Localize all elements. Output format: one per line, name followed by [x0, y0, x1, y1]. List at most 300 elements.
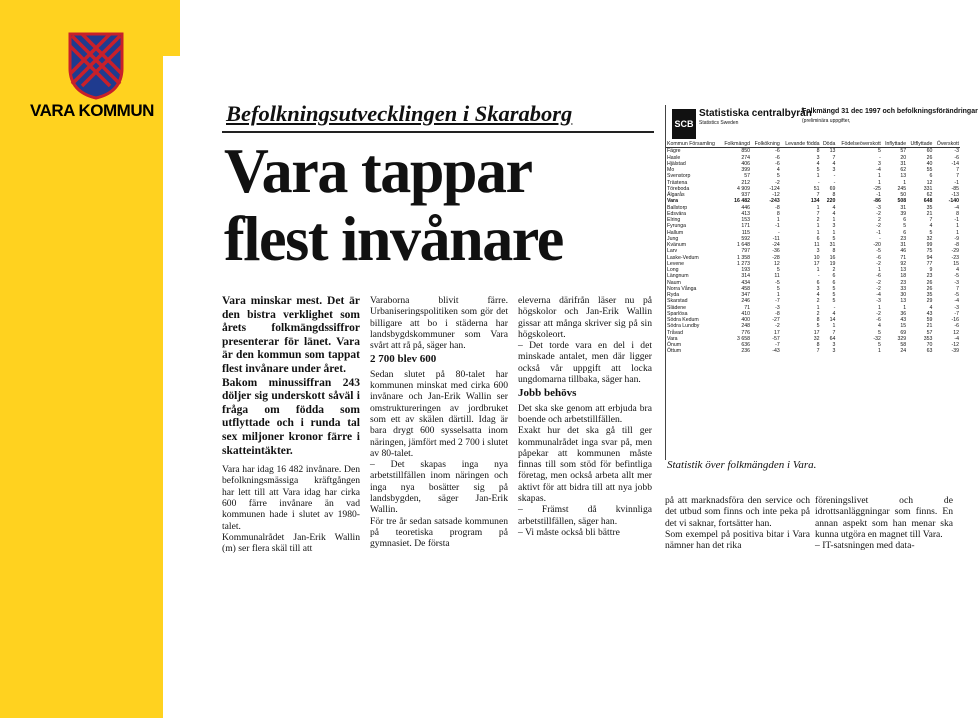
table-cell: 62: [900, 167, 907, 173]
table-cell: 5: [832, 298, 836, 305]
table-header-row: [666, 141, 960, 148]
table-cell: 7: [816, 210, 820, 217]
table-cell: 43: [926, 310, 933, 317]
article-paragraph: – Vi måste också bli bättre: [518, 526, 620, 538]
table-cell: -4: [954, 204, 959, 211]
table-cell: 212: [741, 179, 751, 186]
table-cell: -25: [873, 185, 881, 192]
table-cell: 399: [741, 167, 751, 173]
table-cell: 31: [829, 242, 836, 248]
table-cell: 1: [832, 217, 836, 223]
table-cell: 59: [926, 317, 933, 323]
table-cell: 1: [903, 179, 907, 186]
scb-org-name: Statistiska centralbyrån: [699, 108, 812, 119]
table-cell: 937: [741, 192, 751, 198]
table-cell: 8: [776, 210, 780, 217]
table-cell: 5: [903, 223, 907, 230]
table-cell: 16 482: [734, 198, 751, 205]
table-cell: 23: [900, 235, 907, 242]
table-cell: 18: [900, 273, 907, 280]
table-cell: -: [777, 229, 780, 236]
table-cell: 8: [816, 342, 820, 348]
table-cell: 220: [826, 198, 836, 205]
table-cell: Ryda: [667, 292, 680, 298]
table-cell: 329: [897, 335, 907, 342]
table-cell: -11: [772, 235, 780, 242]
table-cell: 245: [897, 185, 907, 192]
table-cell: 1: [877, 304, 881, 311]
table-cell: -: [833, 304, 836, 311]
table-cell: 1: [956, 223, 959, 230]
table-cell: Norra Vånga: [667, 285, 697, 292]
table-cell: -3: [954, 148, 959, 155]
table-cell: 8: [832, 248, 836, 255]
table-cell: 32: [926, 235, 933, 242]
table-cell: 19: [829, 260, 836, 267]
table-cell: 331: [923, 185, 933, 192]
table-cell: Hallum: [667, 229, 684, 236]
headline-line-2: flest invånare: [224, 203, 563, 274]
table-cell: 5: [776, 173, 780, 180]
table-cell: 5: [877, 342, 881, 348]
table-cell: 23: [900, 279, 907, 286]
table-cell: 4: [929, 304, 933, 311]
table-cell: 5: [776, 285, 780, 292]
article-lead: Vara minskar mest. Det är den bistra verklighet som årets folkmängdssiffror presenterar för länet. Vara är den kommun som tappat flest invånare under året.: [222, 295, 360, 375]
table-cell: 17: [773, 329, 780, 336]
table-cell: -: [817, 179, 820, 186]
table-cell: 4: [929, 223, 933, 230]
table-cell: 43: [900, 317, 907, 323]
article-paragraph: Vara har idag 16 482 invånare. Den befolkningsmässiga kräftgången har lett till att Vara idag har cirka 600 färre invånare än vad kommunen hade i slutet av 1980-talet.: [222, 464, 360, 532]
table-cell: 8: [956, 210, 959, 217]
table-cell: Fägre: [667, 148, 681, 155]
table-cell: 99: [926, 242, 933, 248]
table-cell: 77: [926, 260, 933, 267]
table-cell: 3: [816, 248, 820, 255]
table-cell: 9: [929, 267, 933, 273]
table-cell: -85: [951, 185, 959, 192]
brand-name: VARA KOMMUN: [30, 101, 154, 120]
table-cell: 46: [900, 248, 907, 255]
article-kicker: Befolkningsutvecklingen i Skaraborg: [226, 101, 573, 126]
scb-org-sub: Statistics Sweden: [699, 120, 739, 126]
table-cell: 60: [926, 148, 933, 155]
table-cell: 1: [776, 217, 780, 223]
table-cell: 353: [923, 335, 933, 342]
table-cell: 115: [741, 229, 751, 236]
table-cell: -7: [775, 298, 780, 305]
table-cell: 6: [832, 273, 836, 280]
table-cell: 15: [900, 323, 907, 330]
article-paragraph: eleverna därifrån läser nu på högskolor och Jan-Erik Wallin gissar att många skriver sig på sin högskoleort.: [518, 295, 652, 340]
table-cell: -2: [876, 210, 881, 217]
table-body: [666, 148, 960, 355]
table-cell: 31: [900, 204, 907, 211]
table-cell: 39: [900, 210, 907, 217]
table-cell: 4: [877, 323, 881, 330]
table-cell: Skarstad: [667, 298, 688, 305]
article-lead-2: Bakom minussiffran 243 döljer sig underskott såväl i fråga om födda som utflyttade och i runda tal sex miljoner kronor färre i skatteintäkter.: [222, 376, 360, 457]
table-cell: -1: [876, 229, 881, 236]
article-paragraph: Sedan slutet på 80-talet har kommunen minskat med cirka 600 invånare och Jan-Erik Wallin ser omstruktureringen av jordbruket som ett av skälen därtill. Idag är bara drygt 600 sysselsatta inom näringen, jämfört med 2 700 i slutet av 80-talet.: [370, 368, 508, 459]
table-cell: Levene: [667, 260, 685, 267]
article-column-2: [370, 295, 508, 550]
table-cell: -4: [954, 335, 959, 342]
table-cell: 13: [829, 148, 836, 155]
table-cell: -12: [951, 342, 959, 348]
table-cell: 347: [741, 292, 751, 298]
table-cell: 1: [877, 173, 881, 180]
table-cell: -9: [954, 235, 959, 242]
table-cell: 2: [816, 298, 820, 305]
table-cell: 5: [832, 292, 836, 298]
table-cell: Naum: [667, 279, 681, 286]
table-cell: 5: [832, 285, 836, 292]
table-cell: -6: [775, 148, 780, 155]
table-cell: 13: [900, 267, 907, 273]
table-cell: -3: [954, 304, 959, 311]
table-cell: 4: [816, 160, 820, 167]
table-cell: Tråvad: [667, 329, 683, 336]
table-cell: -57: [772, 335, 780, 342]
table-cell: 64: [829, 335, 836, 342]
table-caption: Statistik över folkmängden i Vara.: [667, 459, 817, 471]
table-cell: 71: [744, 304, 751, 311]
table-cell: -6: [876, 254, 881, 261]
table-cell: 8: [816, 148, 820, 155]
table-cell: -3: [876, 204, 881, 211]
table-cell: 1 273: [737, 260, 751, 267]
table-cell: -: [833, 179, 836, 186]
article-subheading: 2 700 blev 600: [370, 353, 437, 366]
article-paragraph: på att marknadsföra den service och det utbud som finns och inte peka på det vi saknar, fortsätter han.: [665, 495, 810, 529]
table-cell: 26: [926, 154, 933, 161]
table-cell: 2: [832, 267, 836, 273]
table-cell: -32: [873, 335, 881, 342]
table-cell: Vara: [667, 335, 678, 342]
table-cell: Slädene: [667, 304, 687, 311]
table-cell: -7: [954, 310, 959, 317]
table-cell: -: [833, 173, 836, 180]
article-paragraph: – Det torde vara en del i det minskade antalet, men där ligger också vår uppgift att locka ungdomarna tillbaka, säger han.: [518, 340, 652, 386]
table-cell: 776: [741, 329, 751, 336]
table-cell: Elring: [667, 217, 681, 223]
table-cell: -2: [775, 323, 780, 330]
table-cell: 21: [926, 323, 933, 330]
table-cell: 4: [832, 204, 836, 211]
table-header-cell: Kommun Församling: [666, 141, 721, 148]
table-cell: 3: [832, 348, 836, 355]
table-cell: 94: [926, 254, 933, 261]
table-cell: 236: [741, 348, 751, 355]
table-cell: 62: [926, 192, 933, 198]
table-cell: 3 658: [737, 335, 751, 342]
table-cell: 7: [956, 285, 959, 292]
table-cell: 26: [926, 285, 933, 292]
table-cell: -4: [876, 167, 881, 173]
table-cell: 7: [832, 154, 836, 161]
table-cell: -5: [876, 248, 881, 255]
table-cell: 446: [741, 204, 751, 211]
table-cell: -2: [876, 223, 881, 230]
table-cell: 7: [929, 217, 933, 223]
table-cell: 1: [816, 204, 820, 211]
table-cell: 1: [877, 179, 881, 186]
table-cell: -1: [954, 217, 959, 223]
table-cell: -12: [772, 192, 780, 198]
article-headline: [224, 137, 563, 273]
table-row: [666, 148, 960, 155]
table-cell: -2: [775, 179, 780, 186]
table-cell: -6: [954, 154, 959, 161]
table-cell: Trästena: [667, 179, 688, 186]
table-cell: -2: [876, 260, 881, 267]
table-cell: 7: [816, 348, 820, 355]
table-cell: 413: [741, 210, 751, 217]
table-cell: Vara: [667, 198, 678, 205]
table-header-cell: Döda: [821, 141, 837, 148]
table-cell: 31: [900, 242, 907, 248]
table-cell: -4: [876, 292, 881, 298]
table-cell: 12: [926, 179, 933, 186]
table-cell: -2: [876, 285, 881, 292]
table-cell: 24: [900, 348, 907, 355]
table-header-cell: Levande födda: [781, 141, 821, 148]
table-header-cell: Folkökning: [751, 141, 781, 148]
table-cell: 248: [741, 323, 751, 330]
table-cell: 6: [816, 235, 820, 242]
table-cell: Mo: [667, 167, 675, 173]
table-cell: 4: [832, 210, 836, 217]
table-cell: 35: [926, 292, 933, 298]
table-cell: 3: [877, 160, 881, 167]
table-cell: 5: [877, 329, 881, 336]
table-cell: 36: [900, 310, 907, 317]
table-cell: 92: [900, 260, 907, 267]
table-cell: 400: [741, 317, 751, 323]
table-cell: 51: [813, 185, 820, 192]
article-paragraph: Som exempel på positiva bitar i Vara nämner han det rika: [665, 528, 810, 552]
table-cell: 410: [741, 310, 751, 317]
table-cell: -1: [775, 223, 780, 230]
kicker-rule: [222, 131, 654, 133]
table-cell: 5: [816, 323, 820, 330]
table-cell: -39: [951, 348, 959, 355]
table-cell: -28: [772, 254, 780, 261]
table-cell: 4: [832, 160, 836, 167]
table-header-cell: Födelseöverskott: [836, 141, 882, 148]
table-cell: 1: [816, 229, 820, 236]
table-header-cell: Folkmängd: [721, 141, 751, 148]
table-cell: 17: [813, 260, 820, 267]
newspaper-clipping: [210, 95, 978, 585]
table-cell: Södra Kedum: [667, 317, 699, 323]
table-cell: Ballstorp: [667, 204, 688, 211]
table-cell: 6: [816, 279, 820, 286]
table-cell: -13: [951, 192, 959, 198]
table-cell: 5: [832, 235, 836, 242]
table-cell: Hasle: [667, 154, 681, 161]
table-cell: 58: [900, 342, 907, 348]
scb-logo: SCB: [672, 109, 696, 139]
headline-line-1: Vara tappar: [224, 135, 532, 206]
table-cell: -140: [948, 198, 959, 205]
table-cell: 193: [741, 267, 751, 273]
table-cell: 1: [776, 292, 780, 298]
article-paragraph: Kommunalrådet Jan-Erik Wallin (m) ser flera skäl till att: [222, 531, 360, 555]
table-cell: 1: [956, 229, 959, 236]
table-cell: Long: [667, 267, 679, 273]
table-cell: 1 358: [737, 254, 751, 261]
article-paragraph: – Främst då kvinnliga arbetstillfällen, säger han.: [518, 504, 652, 527]
article-paragraph: Varaborna blivit färre. Urbaniseringspolitiken som gör det billigare att bo i städerna har landsbygdskommuner som Vara svårt att rå på, säger han.: [370, 295, 508, 352]
table-cell: -3: [775, 304, 780, 311]
table-cell: 12: [773, 260, 780, 267]
table-cell: Öttum: [667, 348, 682, 355]
table-cell: 13: [900, 298, 907, 305]
table-cell: 40: [926, 160, 933, 167]
table-cell: 7: [832, 329, 836, 336]
table-cell: Laske-Vedum: [667, 254, 699, 261]
table-cell: 12: [953, 329, 959, 336]
table-cell: -: [879, 154, 881, 161]
table-cell: -8: [775, 204, 780, 211]
table-cell: -6: [775, 154, 780, 161]
table-cell: 2: [816, 217, 820, 223]
table-cell: -6: [954, 323, 959, 330]
table-cell: -: [817, 273, 820, 280]
table-cell: 31: [900, 160, 907, 167]
table-cell: 10: [813, 254, 820, 261]
table-cell: 35: [926, 204, 933, 211]
table-cell: 508: [897, 198, 907, 205]
table-cell: 57: [926, 329, 933, 336]
table-header-cell: Inflyttade: [882, 141, 907, 148]
table-cell: 55: [926, 167, 933, 173]
table-cell: 850: [741, 148, 751, 155]
table-cell: -: [879, 235, 881, 242]
table-cell: 2: [877, 217, 881, 223]
table-cell: 314: [741, 273, 751, 280]
article-paragraph: Exakt hur det ska gå till ger kommunalrådet inga svar på, men påpekar att kommunen måste finnas till som stöd för befintliga företag, men också arbeta allt mer aktivt för att bidra till att nya jobb skapas.: [518, 425, 652, 505]
table-cell: 57: [744, 173, 751, 180]
table-cell: 4: [956, 267, 959, 273]
table-cell: 5: [929, 229, 933, 236]
table-cell: -5: [775, 279, 780, 286]
article-paragraph: – IT-satsningen med data-: [815, 540, 915, 552]
stats-title-sub: (preliminära uppgifter,: [802, 118, 851, 124]
table-cell: 71: [900, 254, 907, 261]
table-cell: 57: [900, 148, 907, 155]
table-cell: 3: [816, 285, 820, 292]
table-cell: 16: [829, 254, 836, 261]
table-cell: 7: [956, 173, 959, 180]
table-cell: -2: [876, 279, 881, 286]
table-cell: -36: [772, 248, 780, 255]
table-cell: Töreboda: [667, 185, 690, 192]
table-cell: 14: [829, 317, 836, 323]
table-cell: -2: [876, 310, 881, 317]
article-paragraph: För tre år sedan satsade kommunen på teoretiska program på gymnasiet. De första: [370, 515, 508, 550]
table-cell: 3: [832, 167, 836, 173]
table-cell: 458: [741, 285, 751, 292]
table-cell: Larv: [667, 248, 678, 255]
table-cell: Kvänum: [667, 242, 687, 248]
table-cell: 4: [832, 310, 836, 317]
table-cell: 1: [816, 304, 820, 311]
table-cell: -3: [954, 279, 959, 286]
table-cell: 1: [832, 323, 836, 330]
table-cell: 1 648: [737, 242, 751, 248]
table-cell: 797: [741, 248, 751, 255]
table-cell: 32: [813, 335, 820, 342]
table-cell: -86: [873, 198, 881, 205]
table-cell: -27: [772, 317, 780, 323]
table-cell: 6: [832, 279, 836, 286]
table-cell: 3: [832, 342, 836, 348]
table-cell: -7: [775, 342, 780, 348]
table-cell: 29: [926, 298, 933, 305]
table-cell: 4: [816, 292, 820, 298]
population-table: [666, 141, 960, 355]
table-cell: Längnum: [667, 273, 689, 280]
table-cell: 6: [903, 217, 907, 223]
article-column-1: [222, 295, 360, 555]
table-cell: -14: [951, 160, 959, 167]
article-paragraph: Det ska ske genom att erbjuda bra boende och arbetstillfällen.: [518, 402, 652, 425]
table-cell: 592: [741, 235, 751, 242]
table-cell: 8: [832, 192, 836, 198]
table-cell: 69: [900, 329, 907, 336]
table-cell: -8: [954, 242, 959, 248]
table-cell: -24: [772, 242, 780, 248]
table-cell: Hjälstad: [667, 160, 686, 167]
table-cell: 26: [926, 279, 933, 286]
article-column-4: [665, 495, 810, 551]
shield-icon: [26, 30, 166, 100]
table-cell: 15: [953, 260, 959, 267]
table-cell: -6: [876, 317, 881, 323]
table-cell: 20: [900, 154, 907, 161]
table-cell: -8: [775, 310, 780, 317]
article-column-3: [518, 295, 652, 538]
table-cell: 1: [816, 223, 820, 230]
table-cell: Edsvära: [667, 210, 687, 217]
table-cell: 3: [832, 223, 836, 230]
table-cell: 134: [810, 198, 820, 205]
table-cell: 7: [956, 167, 959, 173]
table-cell: 4 909: [737, 185, 751, 192]
table-cell: Svenstorp: [667, 173, 691, 180]
article-paragraph: föreningslivet och de idrottsanläggningar som finns. En annan aspekt som han menar ska kunna utgöra en magnet till Vara.: [815, 495, 953, 540]
article-column-5: [815, 495, 953, 551]
table-cell: -124: [769, 185, 780, 192]
table-cell: 75: [926, 248, 933, 255]
table-cell: 2: [816, 310, 820, 317]
table-cell: 153: [741, 217, 751, 223]
table-cell: 5: [816, 167, 820, 173]
table-cell: -20: [873, 242, 881, 248]
table-cell: 13: [900, 173, 907, 180]
table-cell: Sparlösa: [667, 310, 688, 317]
table-cell: 3: [816, 154, 820, 161]
table-cell: 70: [926, 342, 933, 348]
table-cell: 1: [832, 229, 836, 236]
table-cell: 1: [816, 173, 820, 180]
table-cell: 11: [814, 242, 820, 248]
table-cell: Jung: [667, 235, 679, 242]
